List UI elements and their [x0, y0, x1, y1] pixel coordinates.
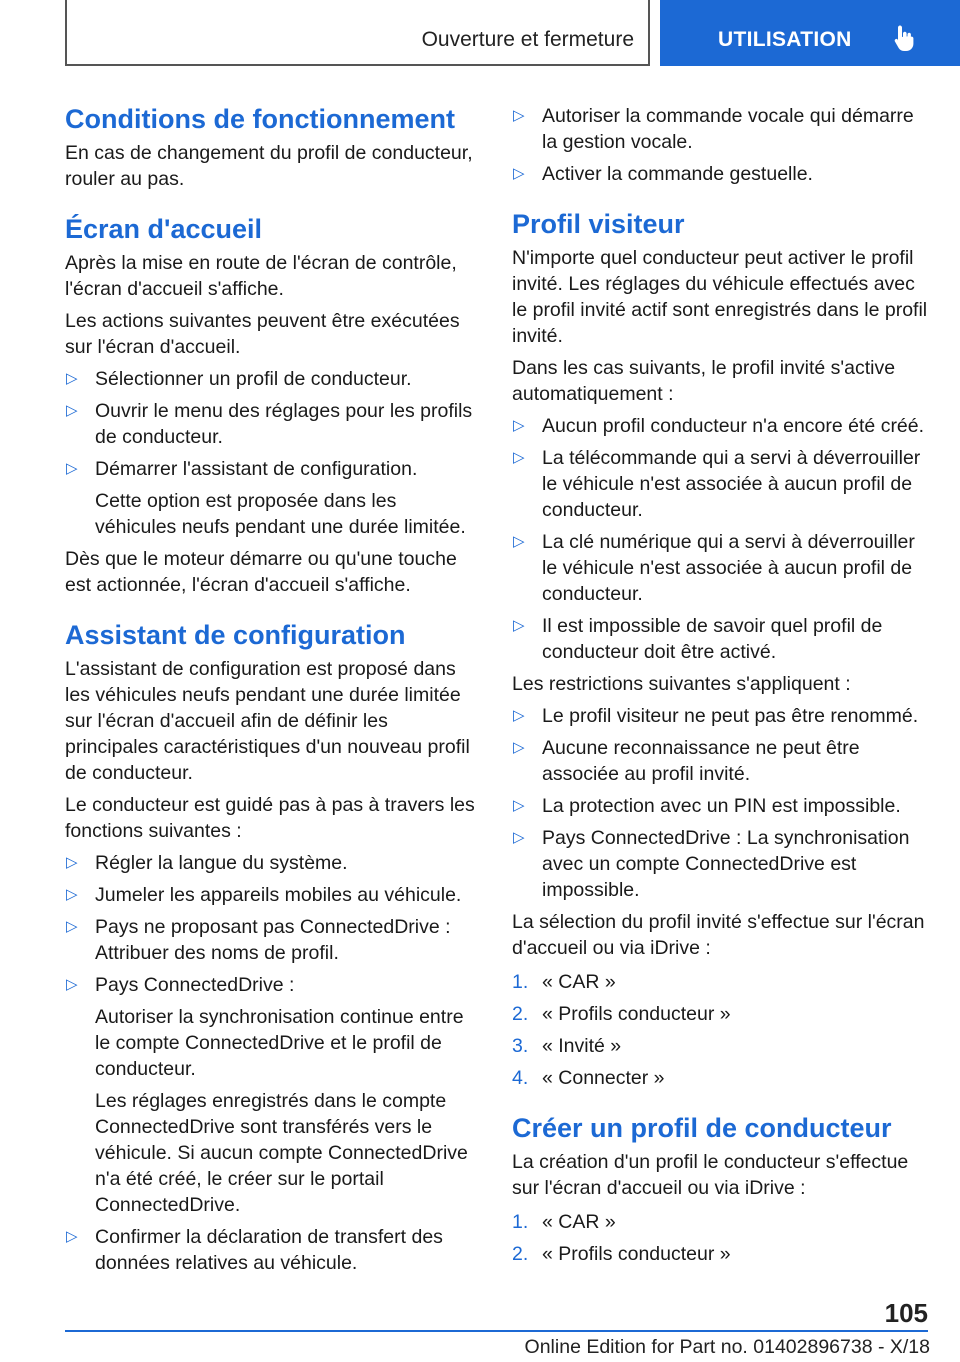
triangle-bullet-icon: ▷: [66, 370, 78, 387]
list-item: 2. « Profils conducteur »: [512, 1003, 731, 1025]
section-tab: [65, 0, 650, 66]
list-item: ▷ Pays ConnectedDrive : Autoriser la synchronisation continue entre le compte ConnectedDrive et le profil de conducteur. Les réglages enregistrés dans le compte ConnectedDrive sont transférés vers le véhicule. Si aucun compte ConnectedDrive n'a été créé, le créer sur le portail ConnectedDrive.: [65, 972, 481, 1218]
step-number: 1.: [512, 971, 529, 993]
footer-edition: Online Edition for Part no. 01402896738 - X/18: [524, 1336, 930, 1358]
list-item: ▷ Pays ne proposant pas ConnectedDrive : Attribuer des noms de profil.: [66, 916, 451, 964]
list-item: 3. « Invité »: [512, 1035, 622, 1057]
heading-profil-visiteur: Profil visiteur: [512, 209, 685, 239]
triangle-bullet-icon: ▷: [513, 617, 525, 634]
list-item: 2. « Profils conducteur »: [512, 1243, 731, 1265]
paragraph: La création d'un profil le conducteur s'effectue sur l'écran d'accueil ou via iDrive :: [512, 1151, 909, 1199]
triangle-bullet-icon: ▷: [66, 886, 78, 903]
page-number: 105: [884, 1298, 928, 1328]
list-item: ▷ Aucun profil conducteur n'a encore été créé.: [513, 415, 925, 437]
paragraph: Dès que le moteur démarre ou qu'une touche est actionnée, l'écran d'accueil s'affiche.: [65, 548, 457, 596]
triangle-bullet-icon: ▷: [513, 107, 525, 124]
chapter-title: UTILISATION: [718, 28, 852, 51]
list-item: ▷ Pays ConnectedDrive : La synchronisation avec un compte ConnectedDrive est impossible.: [513, 827, 910, 901]
list-item: ▷ Sélectionner un profil de conducteur.: [66, 368, 412, 390]
list-item: ▷ Ouvrir le menu des réglages pour les profils de conducteur.: [66, 400, 473, 448]
list-item: ▷ La télécommande qui a servi à déverrouiller le véhicule n'est associée à aucun profil de conducteur.: [513, 447, 921, 521]
list-item: ▷ Aucune reconnaissance ne peut être associée au profil invité.: [513, 737, 860, 785]
hand-pointer-icon: [894, 24, 916, 52]
triangle-bullet-icon: ▷: [513, 533, 525, 550]
triangle-bullet-icon: ▷: [66, 918, 78, 935]
page-header: [0, 0, 960, 66]
list-item-note: Autoriser la synchronisation continue entre le compte ConnectedDrive et le profil de conducteur.: [95, 1006, 464, 1080]
triangle-bullet-icon: ▷: [66, 402, 78, 419]
step-number: 2.: [512, 1003, 529, 1025]
paragraph: L'assistant de configuration est proposé dans les véhicules neufs pendant une durée limitée sur l'écran d'accueil afin de définir les principales caractéristiques d'un nouveau profil de conducteur.: [65, 658, 470, 784]
bullet-list: [65, 366, 481, 540]
footer-divider: [65, 1330, 928, 1332]
heading-creer-profil: Créer un profil de conducteur: [512, 1113, 892, 1143]
list-item: 1. « CAR »: [512, 971, 616, 993]
triangle-bullet-icon: ▷: [513, 707, 525, 724]
paragraph: Les actions suivantes peuvent être exécutées sur l'écran d'accueil.: [65, 310, 460, 358]
list-item-note: Les réglages enregistrés dans le compte ConnectedDrive sont transférés vers le véhicule. Si aucun compte ConnectedDrive n'a été créé, le créer sur le portail ConnectedDrive.: [95, 1090, 468, 1216]
triangle-bullet-icon: ▷: [513, 417, 525, 434]
paragraph: Dans les cas suivants, le profil invité s'active automatiquement :: [512, 357, 896, 405]
triangle-bullet-icon: ▷: [513, 165, 525, 182]
list-item: ▷ Autoriser la commande vocale qui démarre la gestion vocale.: [513, 105, 914, 153]
list-item: 4. « Connecter »: [512, 1067, 665, 1089]
triangle-bullet-icon: ▷: [66, 854, 78, 871]
left-column: [65, 100, 481, 1282]
paragraph: Après la mise en route de l'écran de contrôle, l'écran d'accueil s'affiche.: [65, 252, 457, 300]
list-item: ▷ Démarrer l'assistant de configuration. Cette option est proposée dans les véhicules neufs pendant une durée limitée.: [65, 456, 481, 540]
heading-ecran-accueil: Écran d'accueil: [65, 214, 263, 244]
triangle-bullet-icon: ▷: [66, 976, 78, 993]
list-item: ▷ La clé numérique qui a servi à déverrouiller le véhicule n'est associée à aucun profil de conducteur.: [513, 531, 915, 605]
step-number: 1.: [512, 1211, 529, 1233]
triangle-bullet-icon: ▷: [66, 1228, 78, 1245]
paragraph: Le conducteur est guidé pas à pas à travers les fonctions suivantes :: [65, 794, 475, 842]
numbered-list: [512, 969, 930, 1091]
section-title: Ouverture et fermeture: [421, 28, 634, 51]
paragraph: La sélection du profil invité s'effectue sur l'écran d'accueil ou via iDrive :: [512, 911, 925, 959]
heading-assistant: Assistant de configuration: [65, 620, 406, 650]
right-column: [512, 100, 930, 1273]
paragraph: En cas de changement du profil de conducteur, rouler au pas.: [65, 142, 473, 190]
bullet-list: [512, 413, 930, 665]
list-item: 1. « CAR »: [512, 1211, 616, 1233]
paragraph: Les restrictions suivantes s'appliquent :: [512, 673, 851, 695]
numbered-list: [512, 1209, 930, 1267]
bullet-list: [512, 703, 930, 903]
triangle-bullet-icon: ▷: [513, 739, 525, 756]
bullet-list: [65, 850, 481, 1276]
bullet-list: [512, 103, 930, 187]
triangle-bullet-icon: ▷: [66, 460, 78, 477]
list-item: ▷ Confirmer la déclaration de transfert des données relatives au véhicule.: [66, 1226, 443, 1274]
step-number: 2.: [512, 1243, 529, 1265]
list-item: ▷ Régler la langue du système.: [66, 852, 348, 874]
step-number: 3.: [512, 1035, 529, 1057]
step-number: 4.: [512, 1067, 529, 1089]
paragraph: N'importe quel conducteur peut activer le profil invité. Les réglages du véhicule effectués avec le profil invité actif sont enregistrés dans le profil invité.: [512, 247, 928, 347]
list-item: ▷ La protection avec un PIN est impossible.: [513, 795, 901, 817]
triangle-bullet-icon: ▷: [513, 797, 525, 814]
list-item: ▷ Activer la commande gestuelle.: [513, 163, 813, 185]
triangle-bullet-icon: ▷: [513, 829, 525, 846]
list-item: ▷ Jumeler les appareils mobiles au véhicule.: [66, 884, 462, 906]
list-item-note: Cette option est proposée dans les véhicules neufs pendant une durée limitée.: [95, 490, 466, 538]
list-item: ▷ Il est impossible de savoir quel profil de conducteur doit être activé.: [513, 615, 883, 663]
triangle-bullet-icon: ▷: [513, 449, 525, 466]
heading-conditions: Conditions de fonctionnement: [65, 104, 455, 134]
list-item: ▷ Le profil visiteur ne peut pas être renommé.: [513, 705, 919, 727]
chapter-tab: [660, 0, 960, 66]
